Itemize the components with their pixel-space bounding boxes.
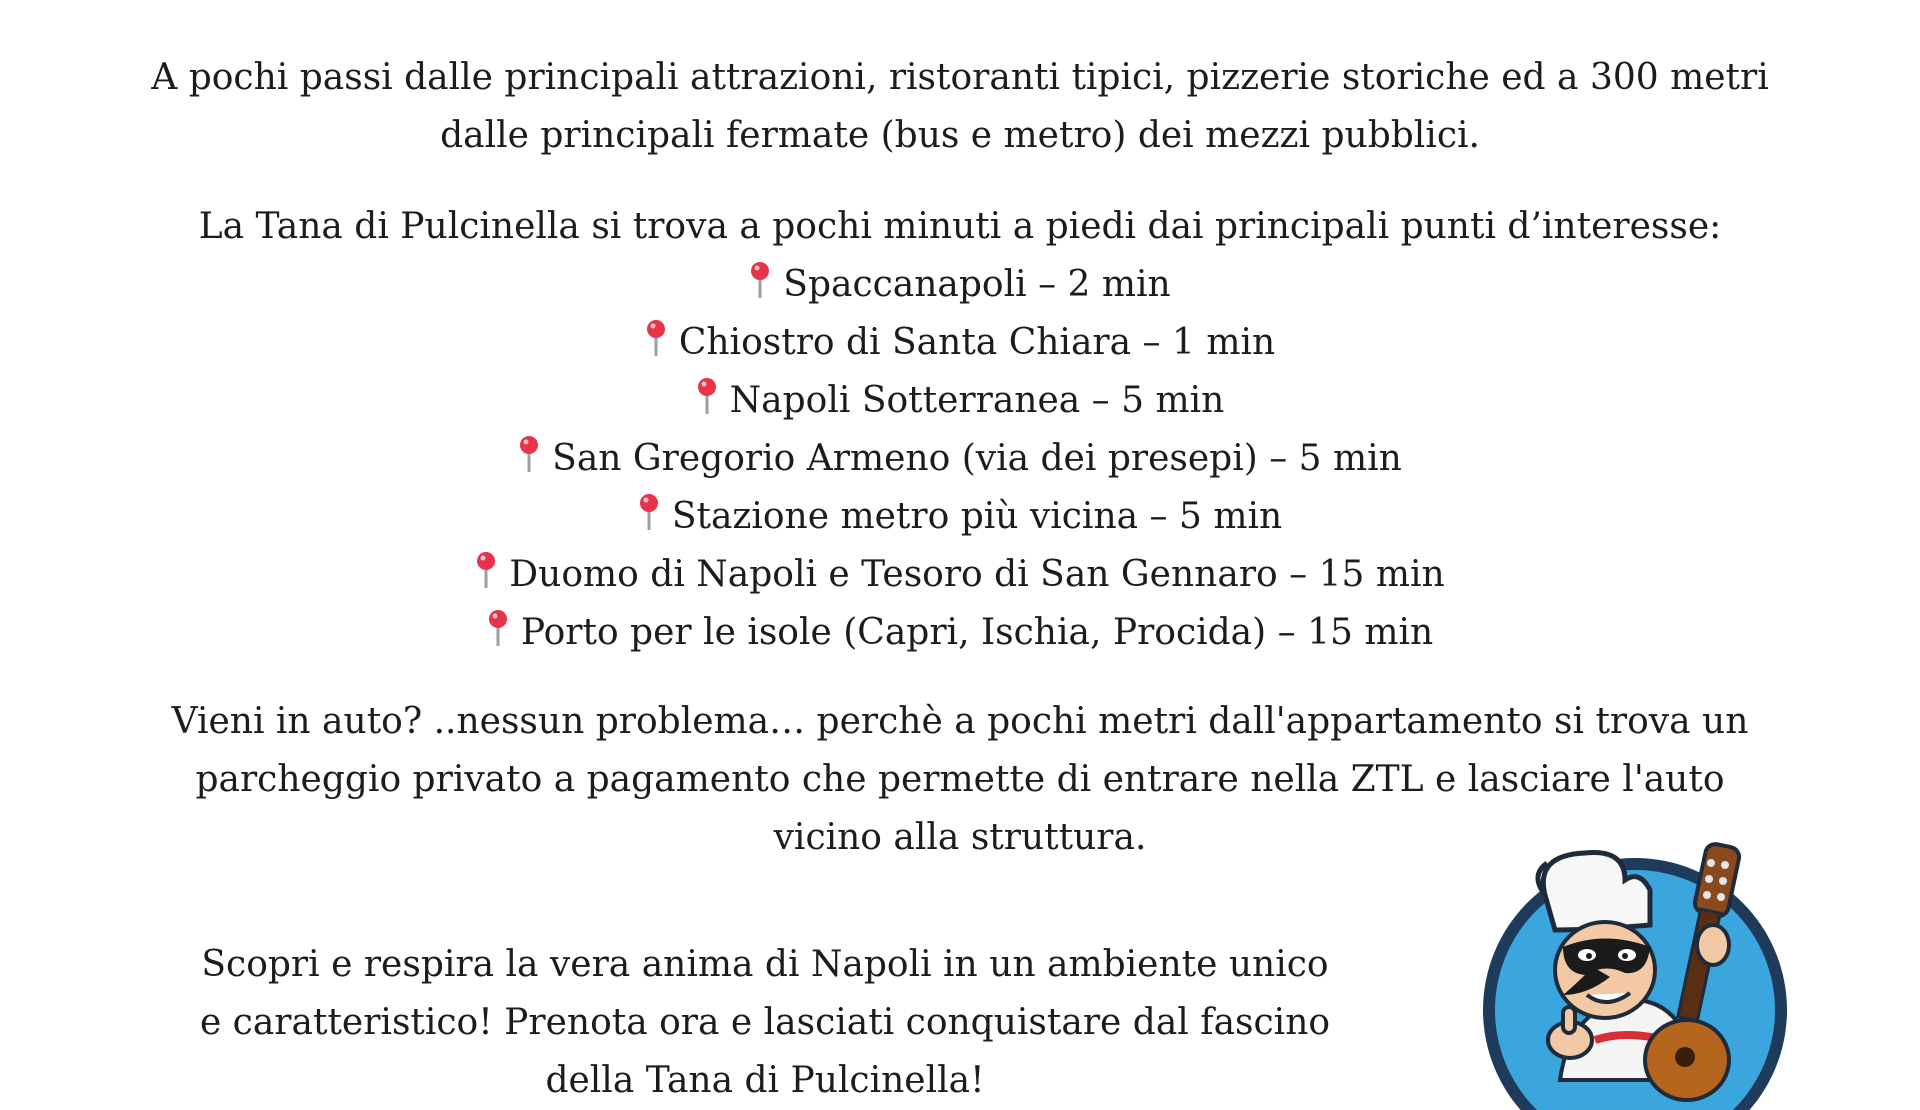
- round-pushpin-icon: [475, 550, 497, 590]
- poi-item: [130, 314, 1790, 372]
- car-line-2: parcheggio privato a pagamento che permette di entrare nella ZTL e lasciare l'auto: [195, 759, 1725, 800]
- poi-item-label: Stazione metro più vicina – 5 min: [671, 496, 1283, 537]
- round-pushpin-icon: [518, 434, 540, 474]
- intro-line-2: dalle principali fermate (bus e metro) dei mezzi pubblici.: [440, 115, 1480, 156]
- poi-item: [130, 488, 1790, 546]
- poi-item: [130, 430, 1790, 488]
- poi-item-label: Duomo di Napoli e Tesoro di San Gennaro – 15 min: [509, 554, 1445, 595]
- poi-lead: La Tana di Pulcinella si trova a pochi minuti a piedi dai principali punti d’interesse:: [198, 206, 1722, 247]
- round-pushpin-icon: [487, 608, 509, 648]
- poi-item: [130, 256, 1790, 314]
- car-line-1: Vieni in auto? ..nessun problema… perchè a pochi metri dall'appartamento si trova un: [171, 701, 1749, 742]
- car-line-3: vicino alla struttura.: [773, 817, 1147, 858]
- poi-list: [130, 256, 1790, 662]
- closing-line-1: Scopri e respira la vera anima di Napoli in un ambiente unico: [201, 944, 1329, 985]
- round-pushpin-icon: [696, 376, 718, 416]
- poi-item: [130, 372, 1790, 430]
- round-pushpin-icon: [749, 260, 771, 300]
- closing-line-2: e caratteristico! Prenota ora e lasciati conquistare dal fascino: [199, 1002, 1331, 1043]
- closing-line-3: della Tana di Pulcinella!: [545, 1060, 985, 1101]
- poi-item: [130, 546, 1790, 604]
- intro-paragraph: [130, 49, 1790, 165]
- pulcinella-guitar-mascot-icon: [1475, 835, 1815, 1080]
- poi-item: [130, 604, 1790, 662]
- poi-item-label: Porto per le isole (Capri, Ischia, Procida) – 15 min: [520, 612, 1434, 653]
- poi-item-label: Napoli Sotterranea – 5 min: [729, 380, 1225, 421]
- round-pushpin-icon: [638, 492, 660, 532]
- poi-item-label: Chiostro di Santa Chiara – 1 min: [678, 322, 1276, 363]
- poi-item-label: San Gregorio Armeno (via dei presepi) – 5 min: [552, 438, 1402, 479]
- round-pushpin-icon: [645, 318, 667, 358]
- intro-line-1: A pochi passi dalle principali attrazioni, ristoranti tipici, pizzerie storiche ed a 300 metri: [151, 57, 1769, 98]
- poi-item-label: Spaccanapoli – 2 min: [783, 264, 1171, 305]
- closing-paragraph: [190, 936, 1340, 1110]
